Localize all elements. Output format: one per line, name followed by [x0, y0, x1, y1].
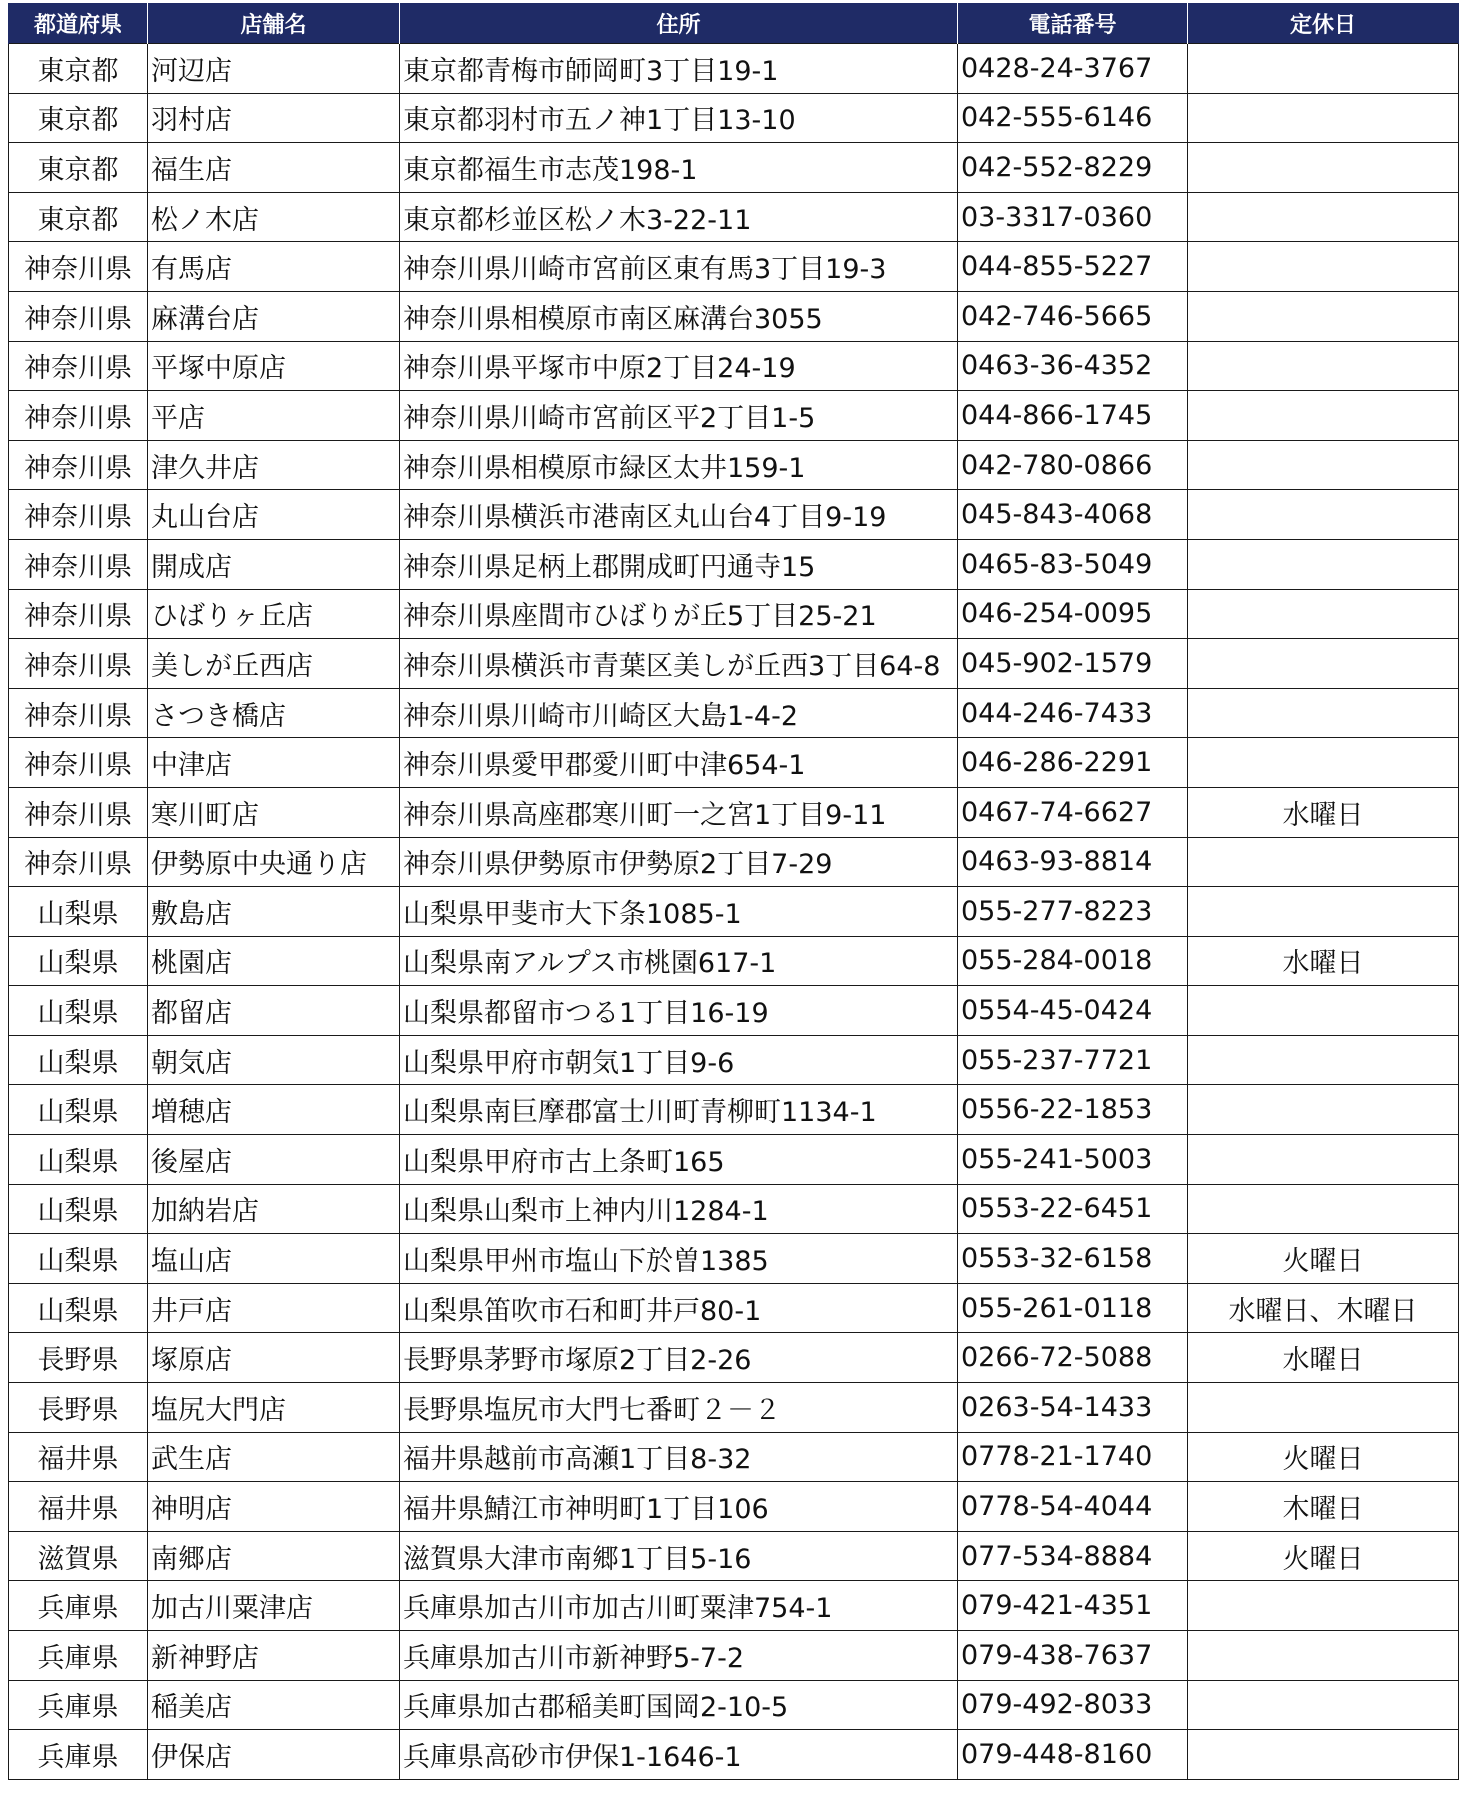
prefecture-cell: 福井県 [9, 1432, 148, 1482]
prefecture-cell: 神奈川県 [9, 639, 148, 689]
phone-cell: 046-286-2291 [958, 738, 1188, 788]
phone-cell: 044-866-1745 [958, 391, 1188, 441]
header-closed-day: 定休日 [1188, 3, 1459, 44]
table-row [9, 1482, 1459, 1532]
table-row [9, 341, 1459, 391]
prefecture-cell: 東京都 [9, 44, 148, 94]
closed-day-cell [1188, 1135, 1459, 1185]
closed-day-cell: 木曜日 [1188, 1482, 1459, 1532]
store-name-cell: 朝気店 [148, 1035, 400, 1085]
phone-cell: 0778-21-1740 [958, 1432, 1188, 1482]
store-name-cell: 神明店 [148, 1482, 400, 1532]
address-cell: 神奈川県横浜市港南区丸山台4丁目9-19 [400, 490, 958, 540]
store-list-table [8, 3, 1459, 1780]
address-cell: 神奈川県川崎市川崎区大島1-4-2 [400, 688, 958, 738]
address-cell: 福井県越前市高瀬1丁目8-32 [400, 1432, 958, 1482]
address-cell: 神奈川県相模原市緑区太井159-1 [400, 440, 958, 490]
store-name-cell: 桃園店 [148, 936, 400, 986]
table-row [9, 391, 1459, 441]
address-cell: 山梨県山梨市上神内川1284-1 [400, 1184, 958, 1234]
store-name-cell: 加納岩店 [148, 1184, 400, 1234]
phone-cell: 03-3317-0360 [958, 192, 1188, 242]
prefecture-cell: 神奈川県 [9, 738, 148, 788]
store-name-cell: 羽村店 [148, 93, 400, 143]
store-name-cell: 美しが丘西店 [148, 639, 400, 689]
address-cell: 滋賀県大津市南郷1丁目5-16 [400, 1531, 958, 1581]
phone-cell: 0778-54-4044 [958, 1482, 1188, 1532]
closed-day-cell: 火曜日 [1188, 1234, 1459, 1284]
prefecture-cell: 山梨県 [9, 936, 148, 986]
table-row [9, 1680, 1459, 1730]
store-name-cell: 有馬店 [148, 242, 400, 292]
table-row [9, 936, 1459, 986]
phone-cell: 042-780-0866 [958, 440, 1188, 490]
address-cell: 神奈川県高座郡寒川町一之宮1丁目9-11 [400, 787, 958, 837]
prefecture-cell: 東京都 [9, 192, 148, 242]
closed-day-cell [1188, 44, 1459, 94]
header-prefecture: 都道府県 [9, 3, 148, 44]
table-row [9, 1085, 1459, 1135]
address-cell: 神奈川県足柄上郡開成町円通寺15 [400, 539, 958, 589]
store-name-cell: さつき橋店 [148, 688, 400, 738]
header-phone: 電話番号 [958, 3, 1188, 44]
address-cell: 山梨県甲府市古上条町165 [400, 1135, 958, 1185]
prefecture-cell: 神奈川県 [9, 837, 148, 887]
store-name-cell: 津久井店 [148, 440, 400, 490]
address-cell: 東京都青梅市師岡町3丁目19-1 [400, 44, 958, 94]
address-cell: 福井県鯖江市神明町1丁目106 [400, 1482, 958, 1532]
phone-cell: 044-855-5227 [958, 242, 1188, 292]
address-cell: 山梨県南アルプス市桃園617-1 [400, 936, 958, 986]
phone-cell: 0266-72-5088 [958, 1333, 1188, 1383]
table-row [9, 1283, 1459, 1333]
table-row [9, 242, 1459, 292]
address-cell: 山梨県南巨摩郡富士川町青柳町1134-1 [400, 1085, 958, 1135]
closed-day-cell [1188, 1631, 1459, 1681]
phone-cell: 079-492-8033 [958, 1680, 1188, 1730]
store-name-cell: 平店 [148, 391, 400, 441]
prefecture-cell: 神奈川県 [9, 391, 148, 441]
closed-day-cell [1188, 738, 1459, 788]
phone-cell: 055-237-7721 [958, 1035, 1188, 1085]
address-cell: 東京都福生市志茂198-1 [400, 143, 958, 193]
closed-day-cell: 火曜日 [1188, 1531, 1459, 1581]
prefecture-cell: 山梨県 [9, 1035, 148, 1085]
store-name-cell: 丸山台店 [148, 490, 400, 540]
store-name-cell: 麻溝台店 [148, 291, 400, 341]
phone-cell: 042-555-6146 [958, 93, 1188, 143]
address-cell: 神奈川県座間市ひばりが丘5丁目25-21 [400, 589, 958, 639]
header-store-name: 店舗名 [148, 3, 400, 44]
store-name-cell: 塩尻大門店 [148, 1383, 400, 1433]
prefecture-cell: 兵庫県 [9, 1730, 148, 1780]
address-cell: 長野県塩尻市大門七番町２－２ [400, 1383, 958, 1433]
prefecture-cell: 神奈川県 [9, 341, 148, 391]
phone-cell: 044-246-7433 [958, 688, 1188, 738]
table-row [9, 490, 1459, 540]
table-row [9, 738, 1459, 788]
store-name-cell: 中津店 [148, 738, 400, 788]
store-name-cell: 河辺店 [148, 44, 400, 94]
table-row [9, 291, 1459, 341]
table-row [9, 639, 1459, 689]
closed-day-cell [1188, 887, 1459, 937]
address-cell: 神奈川県横浜市青葉区美しが丘西3丁目64-8 [400, 639, 958, 689]
table-row [9, 93, 1459, 143]
phone-cell: 0556-22-1853 [958, 1085, 1188, 1135]
header-address: 住所 [400, 3, 958, 44]
prefecture-cell: 山梨県 [9, 1085, 148, 1135]
address-cell: 山梨県都留市つる1丁目16-19 [400, 986, 958, 1036]
closed-day-cell: 水曜日 [1188, 787, 1459, 837]
table-row [9, 1631, 1459, 1681]
closed-day-cell [1188, 688, 1459, 738]
prefecture-cell: 神奈川県 [9, 539, 148, 589]
phone-cell: 055-284-0018 [958, 936, 1188, 986]
closed-day-cell: 火曜日 [1188, 1432, 1459, 1482]
address-cell: 神奈川県伊勢原市伊勢原2丁目7-29 [400, 837, 958, 887]
store-name-cell: 平塚中原店 [148, 341, 400, 391]
address-cell: 神奈川県相模原市南区麻溝台3055 [400, 291, 958, 341]
store-name-cell: 増穂店 [148, 1085, 400, 1135]
prefecture-cell: 神奈川県 [9, 490, 148, 540]
closed-day-cell [1188, 1581, 1459, 1631]
prefecture-cell: 山梨県 [9, 1135, 148, 1185]
store-name-cell: 後屋店 [148, 1135, 400, 1185]
phone-cell: 055-261-0118 [958, 1283, 1188, 1333]
table-row [9, 986, 1459, 1036]
prefecture-cell: 山梨県 [9, 1234, 148, 1284]
closed-day-cell: 水曜日 [1188, 936, 1459, 986]
address-cell: 兵庫県高砂市伊保1-1646-1 [400, 1730, 958, 1780]
prefecture-cell: 滋賀県 [9, 1531, 148, 1581]
phone-cell: 0553-32-6158 [958, 1234, 1188, 1284]
phone-cell: 079-448-8160 [958, 1730, 1188, 1780]
closed-day-cell [1188, 1184, 1459, 1234]
prefecture-cell: 福井県 [9, 1482, 148, 1532]
address-cell: 兵庫県加古川市加古川町粟津754-1 [400, 1581, 958, 1631]
closed-day-cell [1188, 291, 1459, 341]
table-row [9, 887, 1459, 937]
closed-day-cell [1188, 391, 1459, 441]
table-row [9, 1234, 1459, 1284]
table-header [9, 3, 1459, 44]
store-name-cell: 敷島店 [148, 887, 400, 937]
closed-day-cell [1188, 589, 1459, 639]
phone-cell: 055-277-8223 [958, 887, 1188, 937]
closed-day-cell: 水曜日、木曜日 [1188, 1283, 1459, 1333]
phone-cell: 079-421-4351 [958, 1581, 1188, 1631]
table-row [9, 1581, 1459, 1631]
address-cell: 東京都杉並区松ノ木3-22-11 [400, 192, 958, 242]
table-row [9, 787, 1459, 837]
table-row [9, 1383, 1459, 1433]
store-name-cell: 塩山店 [148, 1234, 400, 1284]
closed-day-cell [1188, 440, 1459, 490]
prefecture-cell: 東京都 [9, 93, 148, 143]
table-row [9, 44, 1459, 94]
phone-cell: 0463-93-8814 [958, 837, 1188, 887]
address-cell: 東京都羽村市五ノ神1丁目13-10 [400, 93, 958, 143]
prefecture-cell: 神奈川県 [9, 787, 148, 837]
phone-cell: 055-241-5003 [958, 1135, 1188, 1185]
store-name-cell: 南郷店 [148, 1531, 400, 1581]
closed-day-cell [1188, 93, 1459, 143]
address-cell: 神奈川県愛甲郡愛川町中津654-1 [400, 738, 958, 788]
table-row [9, 1531, 1459, 1581]
prefecture-cell: 神奈川県 [9, 440, 148, 490]
prefecture-cell: 山梨県 [9, 887, 148, 937]
closed-day-cell [1188, 837, 1459, 887]
closed-day-cell [1188, 1383, 1459, 1433]
phone-cell: 042-552-8229 [958, 143, 1188, 193]
prefecture-cell: 神奈川県 [9, 589, 148, 639]
store-name-cell: ひばりヶ丘店 [148, 589, 400, 639]
closed-day-cell [1188, 1085, 1459, 1135]
closed-day-cell: 水曜日 [1188, 1333, 1459, 1383]
store-name-cell: 伊保店 [148, 1730, 400, 1780]
table-row [9, 837, 1459, 887]
table-row [9, 1135, 1459, 1185]
table-body [9, 44, 1459, 1780]
table-row [9, 192, 1459, 242]
prefecture-cell: 兵庫県 [9, 1631, 148, 1681]
prefecture-cell: 神奈川県 [9, 242, 148, 292]
store-name-cell: 都留店 [148, 986, 400, 1036]
address-cell: 神奈川県平塚市中原2丁目24-19 [400, 341, 958, 391]
closed-day-cell [1188, 242, 1459, 292]
address-cell: 兵庫県加古郡稲美町国岡2-10-5 [400, 1680, 958, 1730]
phone-cell: 045-843-4068 [958, 490, 1188, 540]
address-cell: 山梨県甲府市朝気1丁目9-6 [400, 1035, 958, 1085]
store-name-cell: 福生店 [148, 143, 400, 193]
table-row [9, 688, 1459, 738]
address-cell: 山梨県甲斐市大下条1085-1 [400, 887, 958, 937]
closed-day-cell [1188, 639, 1459, 689]
closed-day-cell [1188, 1035, 1459, 1085]
closed-day-cell [1188, 539, 1459, 589]
prefecture-cell: 兵庫県 [9, 1581, 148, 1631]
table-row [9, 1333, 1459, 1383]
store-name-cell: 新神野店 [148, 1631, 400, 1681]
table-row [9, 1730, 1459, 1780]
phone-cell: 046-254-0095 [958, 589, 1188, 639]
closed-day-cell [1188, 192, 1459, 242]
address-cell: 長野県茅野市塚原2丁目2-26 [400, 1333, 958, 1383]
phone-cell: 0428-24-3767 [958, 44, 1188, 94]
store-name-cell: 伊勢原中央通り店 [148, 837, 400, 887]
phone-cell: 079-438-7637 [958, 1631, 1188, 1681]
prefecture-cell: 神奈川県 [9, 291, 148, 341]
address-cell: 山梨県笛吹市石和町井戸80-1 [400, 1283, 958, 1333]
store-name-cell: 稲美店 [148, 1680, 400, 1730]
prefecture-cell: 山梨県 [9, 986, 148, 1036]
address-cell: 神奈川県川崎市宮前区平2丁目1-5 [400, 391, 958, 441]
table-row [9, 1432, 1459, 1482]
phone-cell: 077-534-8884 [958, 1531, 1188, 1581]
prefecture-cell: 兵庫県 [9, 1680, 148, 1730]
address-cell: 山梨県甲州市塩山下於曽1385 [400, 1234, 958, 1284]
table-row [9, 1035, 1459, 1085]
table-row [9, 143, 1459, 193]
table-row [9, 1184, 1459, 1234]
address-cell: 兵庫県加古川市新神野5-7-2 [400, 1631, 958, 1681]
store-name-cell: 加古川粟津店 [148, 1581, 400, 1631]
store-name-cell: 塚原店 [148, 1333, 400, 1383]
closed-day-cell [1188, 1680, 1459, 1730]
prefecture-cell: 長野県 [9, 1383, 148, 1433]
store-name-cell: 井戸店 [148, 1283, 400, 1333]
phone-cell: 0463-36-4352 [958, 341, 1188, 391]
phone-cell: 045-902-1579 [958, 639, 1188, 689]
store-name-cell: 寒川町店 [148, 787, 400, 837]
phone-cell: 0263-54-1433 [958, 1383, 1188, 1433]
address-cell: 神奈川県川崎市宮前区東有馬3丁目19-3 [400, 242, 958, 292]
phone-cell: 0465-83-5049 [958, 539, 1188, 589]
phone-cell: 0554-45-0424 [958, 986, 1188, 1036]
closed-day-cell [1188, 143, 1459, 193]
prefecture-cell: 山梨県 [9, 1184, 148, 1234]
prefecture-cell: 山梨県 [9, 1283, 148, 1333]
phone-cell: 042-746-5665 [958, 291, 1188, 341]
prefecture-cell: 長野県 [9, 1333, 148, 1383]
store-name-cell: 開成店 [148, 539, 400, 589]
header-row [9, 3, 1459, 44]
phone-cell: 0553-22-6451 [958, 1184, 1188, 1234]
store-name-cell: 武生店 [148, 1432, 400, 1482]
prefecture-cell: 東京都 [9, 143, 148, 193]
table-row [9, 539, 1459, 589]
closed-day-cell [1188, 341, 1459, 391]
store-name-cell: 松ノ木店 [148, 192, 400, 242]
closed-day-cell [1188, 490, 1459, 540]
prefecture-cell: 神奈川県 [9, 688, 148, 738]
phone-cell: 0467-74-6627 [958, 787, 1188, 837]
table-row [9, 440, 1459, 490]
closed-day-cell [1188, 1730, 1459, 1780]
table-row [9, 589, 1459, 639]
closed-day-cell [1188, 986, 1459, 1036]
